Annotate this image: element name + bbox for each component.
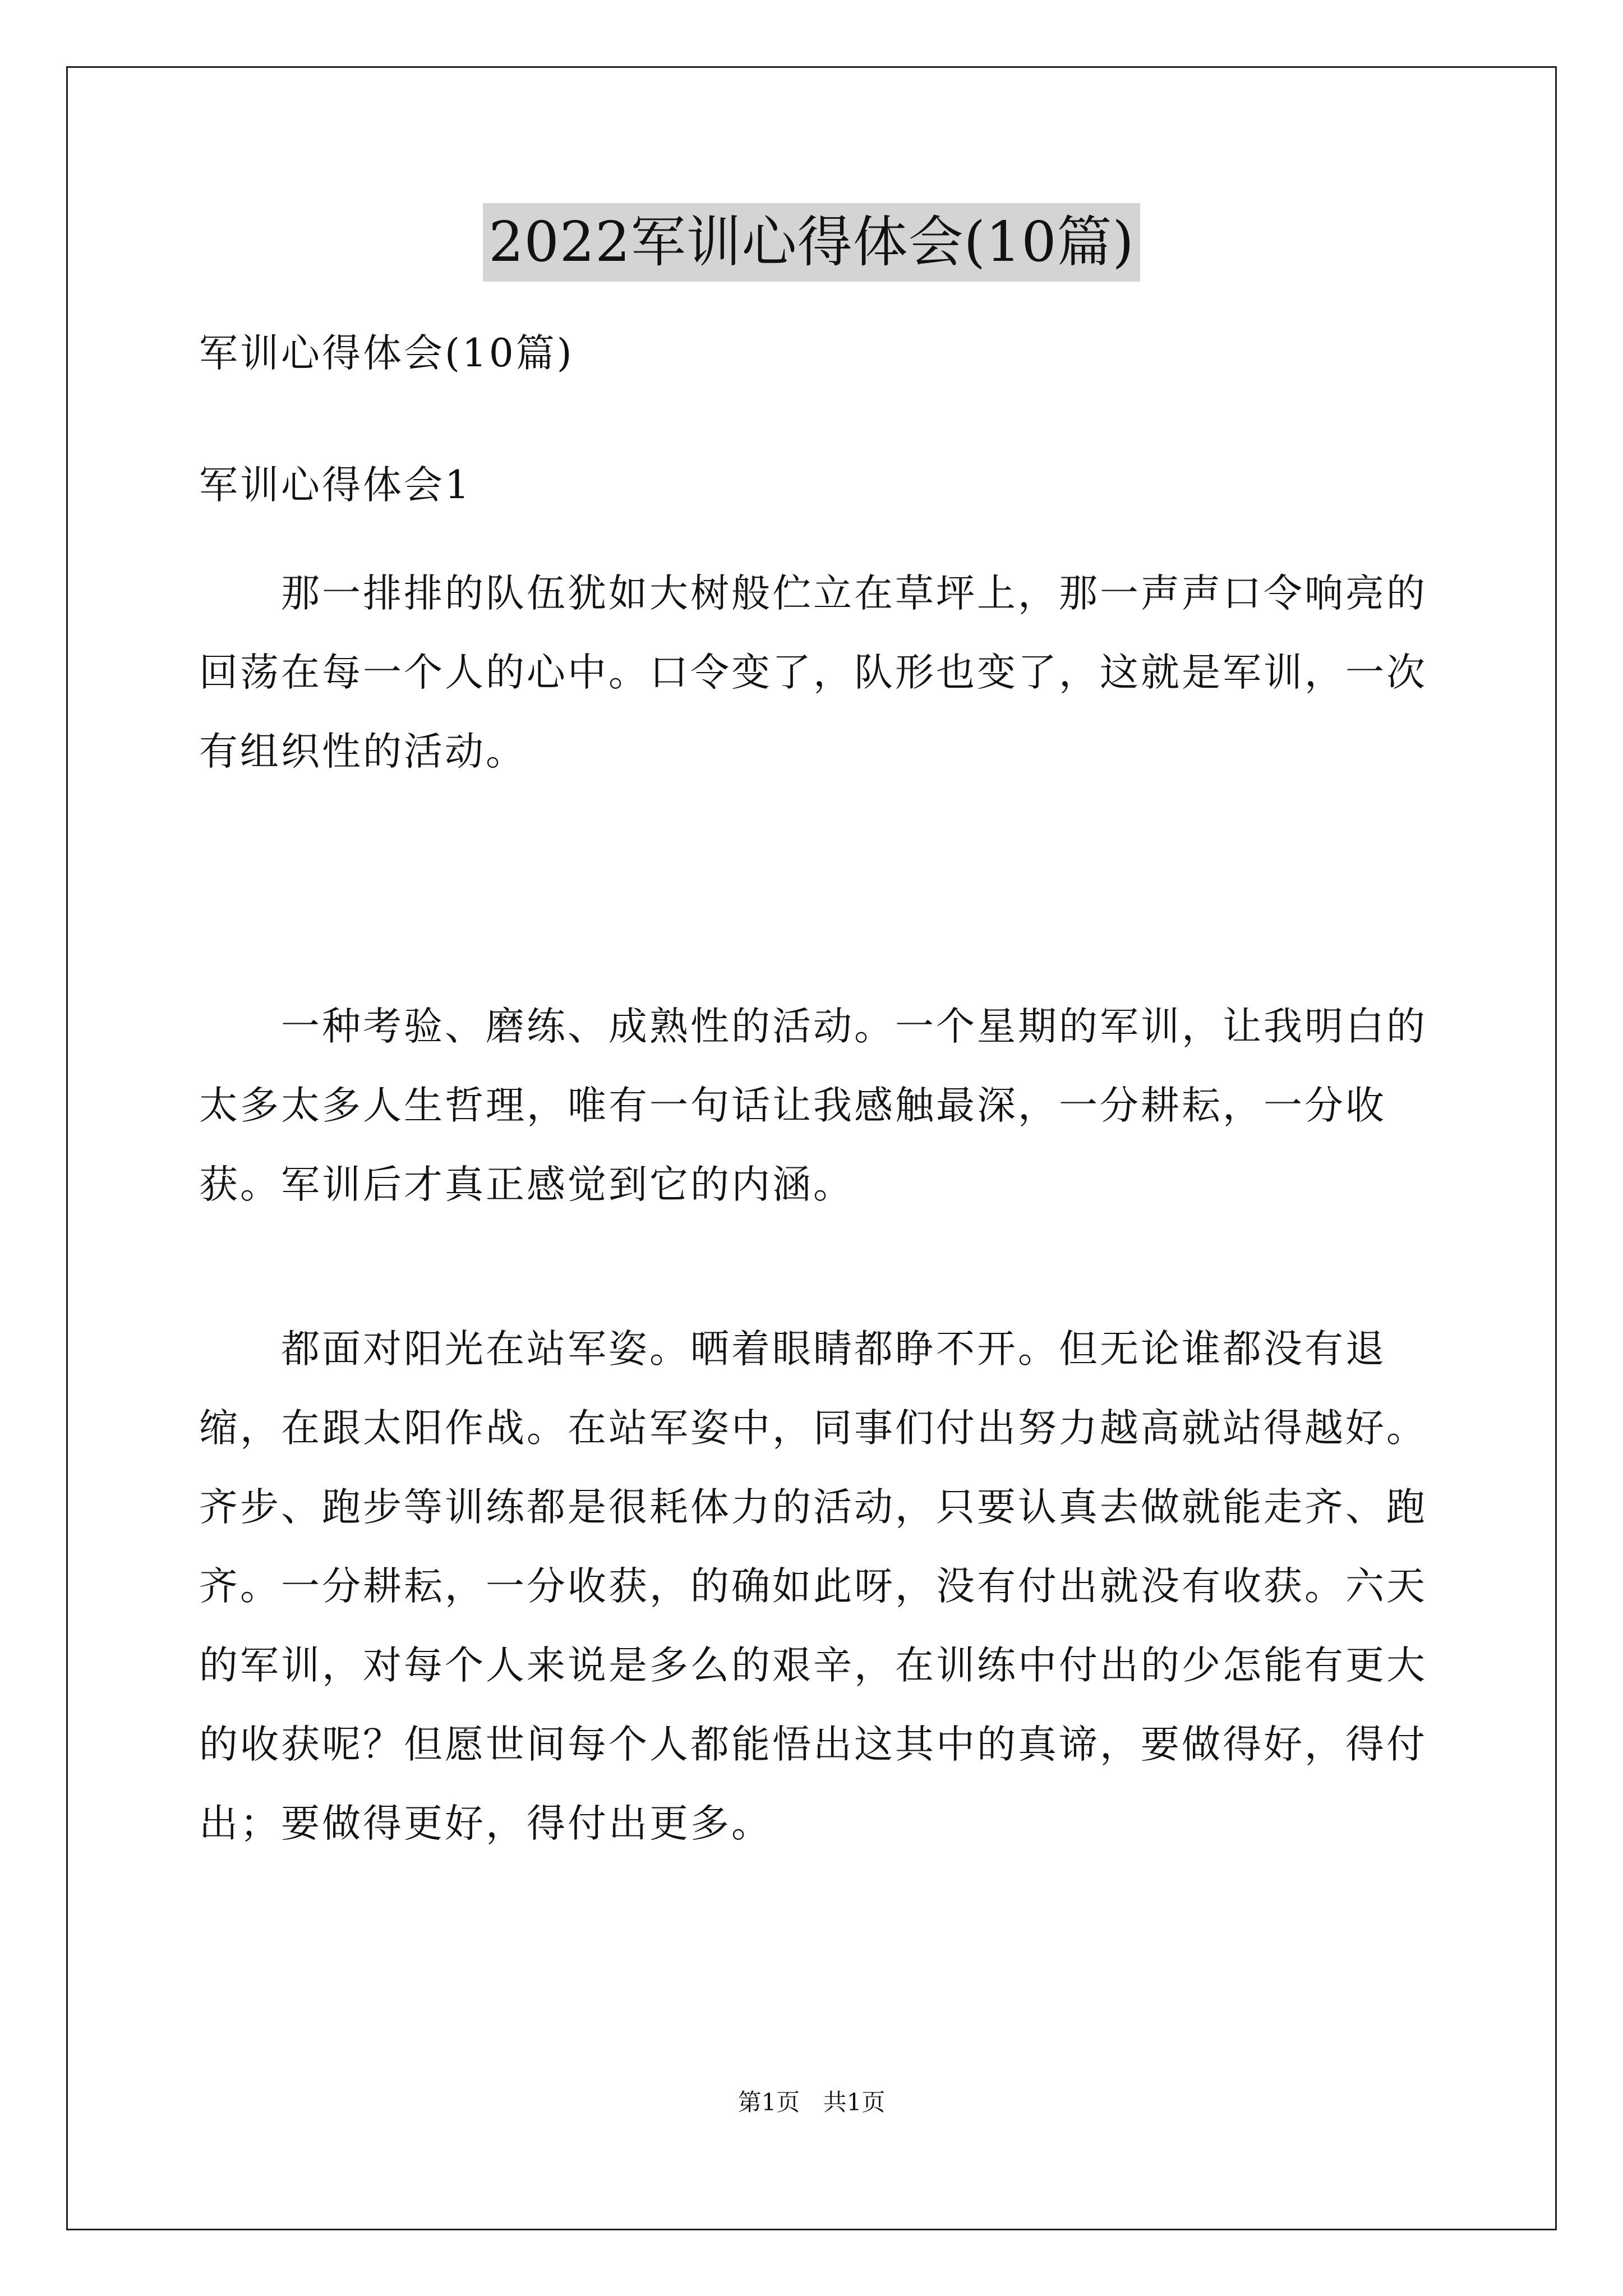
section-heading: 军训心得体会1	[199, 463, 472, 508]
paragraph-1: 那一排排的队伍犹如大树般伫立在草坪上，那一声声口令响亮的回荡在每一个人的心中。口令变了，队形也变了，这就是军训，一次有组织性的活动。	[199, 571, 1427, 774]
paragraph-3: 都面对阳光在站军姿。晒着眼睛都睁不开。但无论谁都没有退缩，在跟太阳作战。在站军姿中，同事们付出努力越高就站得越好。齐步、跑步等训练都是很耗体力的活动，只要认真去做就能走齐、跑齐。一分耕耘，一分收获，的确如此呀，没有付出就没有收获。六天的军训，对每个人来说是多么的艰辛，在训练中付出的少怎能有更大的收获呢？但愿世间每个人都能悟出这其中的真谛，要做得好，得付出；要做得更好，得付出更多。	[199, 1327, 1427, 1846]
page-number: 第1页	[737, 2088, 800, 2116]
page-footer	[0, 2086, 1623, 2119]
title-container	[0, 203, 1623, 282]
document-subtitle: 军训心得体会(10篇)	[199, 331, 574, 376]
document-title: 2022军训心得体会(10篇)	[483, 203, 1140, 282]
page-total: 共1页	[823, 2088, 886, 2116]
paragraph-2: 一种考验、磨练、成熟性的活动。一个星期的军训，让我明白的太多太多人生哲理，唯有一句话让我感触最深，一分耕耘，一分收获。军训后才真正感觉到它的内涵。	[199, 1004, 1427, 1207]
